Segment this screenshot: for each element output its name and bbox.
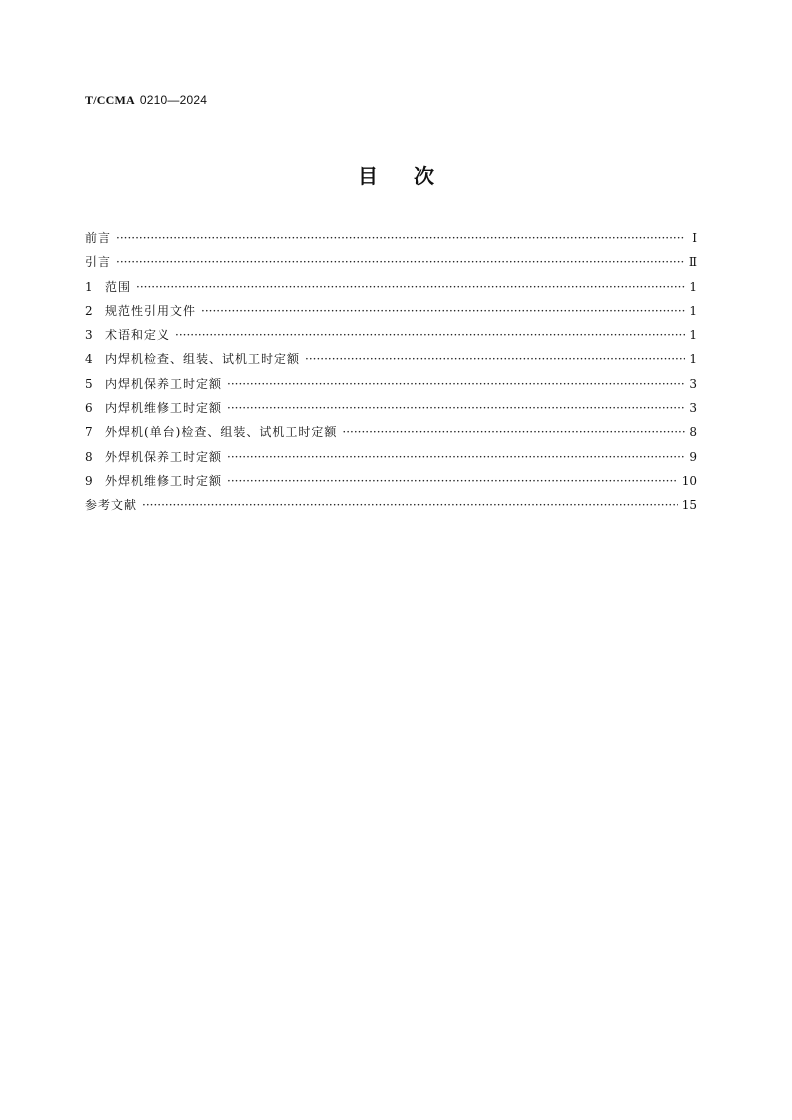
toc-entry-foreword[interactable]	[85, 226, 697, 250]
toc-entry-number: 1	[85, 279, 93, 294]
toc-entry-label: 内焊机保养工时定额	[105, 376, 223, 391]
document-code-number: 0210—2024	[139, 93, 208, 107]
toc-entry-label: 外焊机保养工时定额	[105, 449, 223, 464]
toc-entry-page: 3	[689, 401, 697, 416]
toc-entry-page: 10	[681, 473, 697, 488]
toc-entry-2[interactable]	[85, 299, 697, 323]
toc-entry-1[interactable]	[85, 275, 697, 299]
toc-entry-label: 内焊机检查、组装、试机工时定额	[105, 352, 301, 367]
toc-leader-dots	[227, 445, 685, 469]
toc-entry-label: 范围	[105, 279, 132, 294]
toc-entry-page: 8	[689, 425, 697, 440]
toc-entry-number: 5	[85, 376, 93, 391]
toc-entry-introduction[interactable]	[85, 250, 697, 274]
toc-entry-5[interactable]	[85, 372, 697, 396]
page-title: 目次	[358, 164, 470, 188]
toc-entry-number: 9	[85, 473, 93, 488]
toc-entry-number: 2	[85, 303, 93, 318]
toc-entry-label: 参考文献	[85, 498, 138, 513]
toc-leader-dots	[116, 226, 685, 250]
toc-entry-number: 7	[85, 425, 93, 440]
toc-leader-dots	[136, 275, 685, 299]
toc-entry-label: 规范性引用文件	[105, 303, 197, 318]
toc-entry-page: 9	[689, 449, 697, 464]
toc-entry-number: 4	[85, 352, 93, 367]
toc-entry-page: 15	[681, 498, 697, 513]
toc-leader-dots	[342, 420, 685, 444]
toc-entry-7[interactable]	[85, 420, 697, 444]
toc-entry-label: 术语和定义	[105, 328, 171, 343]
document-code-prefix: T/CCMA	[85, 93, 135, 107]
toc-entry-6[interactable]	[85, 396, 697, 420]
toc-leader-dots	[227, 396, 685, 420]
toc-entry-3[interactable]	[85, 323, 697, 347]
toc-entry-number: 3	[85, 328, 93, 343]
toc-entry-label: 外焊机维修工时定额	[105, 473, 223, 488]
toc-entry-page: 3	[689, 376, 697, 391]
document-code	[85, 93, 207, 108]
toc-entry-page: 1	[689, 328, 697, 343]
toc-entry-label: 外焊机(单台)检查、组装、试机工时定额	[105, 425, 338, 440]
toc-entry-page: 1	[689, 352, 697, 367]
toc-leader-dots	[116, 250, 685, 274]
toc-leader-dots	[201, 299, 685, 323]
toc-entry-label: 引言	[85, 255, 112, 270]
toc-leader-dots	[142, 493, 678, 517]
toc-entry-page: Ⅱ	[688, 255, 697, 270]
toc-entry-page: Ⅰ	[692, 231, 697, 245]
toc-leader-dots	[305, 347, 685, 371]
toc-entry-4[interactable]	[85, 347, 697, 371]
toc-entry-page: 1	[689, 279, 697, 294]
toc-entry-8[interactable]	[85, 445, 697, 469]
toc-leader-dots	[227, 372, 685, 396]
toc-entry-page: 1	[689, 303, 697, 318]
toc-entry-label: 内焊机维修工时定额	[105, 401, 223, 416]
toc-leader-dots	[175, 323, 685, 347]
toc-entry-label: 前言	[85, 231, 112, 245]
table-of-contents	[85, 226, 697, 518]
toc-entry-number: 6	[85, 401, 93, 416]
toc-leader-dots	[227, 469, 678, 493]
toc-entry-number: 8	[85, 449, 93, 464]
toc-entry-9[interactable]	[85, 469, 697, 493]
toc-entry-bibliography[interactable]	[85, 493, 697, 517]
